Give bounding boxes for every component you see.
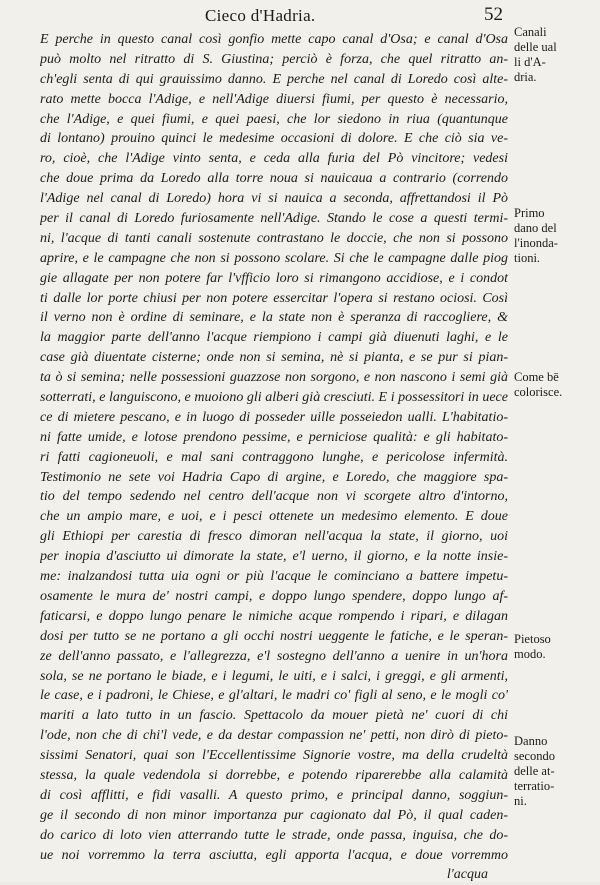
page-number: 52 — [484, 4, 503, 25]
text-line: ro, cioè, che l'Adige vinto senta, e ceda alla furia del Pò vincitore; vedesi — [40, 151, 508, 167]
text-line: osamente le mura de' nostri campi, e doppo lungo spendere, doppo lungo af- — [40, 588, 508, 604]
margin-note-line: secondo — [514, 749, 555, 763]
main-text-block — [40, 30, 508, 885]
margin-note-line: dano del — [514, 221, 557, 235]
margin-note-line: modo. — [514, 647, 546, 661]
text-line: ze dell'anno passato, e l'allegrezza, e'l sostegno dell'anno a uenire in un'hora — [40, 648, 508, 664]
text-line: l'Adige nel canal di Loredo) hora vi si nauica a seconda, affrettandosi il Pò — [40, 191, 508, 207]
text-line: per inopia d'asciutto ui dimorate la state, e'l uerno, il giorno, e la notte insie- — [40, 549, 508, 565]
running-head: Cieco d'Hadria. — [205, 6, 316, 25]
text-line: il verno non è ordine di seminare, e la state non è speranza di raccogliere, & — [40, 310, 508, 326]
text-line: ce di mietere pescano, e in luogo di posseder uille posseiedon ualli. L'habitatio- — [40, 409, 508, 425]
text-line: sotterrati, e languiscono, e muoiono gli alberi già cresciuti. E i possessitori in uece — [40, 390, 508, 406]
text-line: gli Ethiopi per carestia di fresco dimoran nell'acqua la state, il giorno, uoi — [40, 529, 508, 545]
text-line: sola, se ne portano le biade, e i legumi, le uiti, e i salci, i greggi, e gli armenti, — [40, 668, 508, 684]
text-line: stessa, la quale vedendola si dorrebbe, e potendo riparerebbe alla calamità — [40, 767, 508, 783]
text-line: l'acqua — [446, 867, 488, 883]
text-line: rato mette bocca l'Adige, e nell'Adige diuersi fiumi, per questo è necessario, — [40, 91, 508, 107]
margin-note-line: Come bē — [514, 370, 559, 384]
text-line: che un ampio mare, e uoi, e i pesci ottenete un medesimo elemento. E doue — [40, 509, 508, 525]
text-line: ri fatti cagioneuoli, e mal sani contraggono lunghe, e pericolose infermità. — [40, 449, 508, 465]
margin-note-line: tioni. — [514, 251, 541, 265]
margin-note-line: delle ual — [514, 40, 557, 54]
text-line: ni, l'acque di tanti canali sostenute contrastano le doccie, che non si possono — [40, 230, 508, 246]
text-line: dosi per tutto se ne portano a gli occhi nostri ueggente le fatiche, e le speran- — [40, 628, 508, 644]
text-line: gie allagate per non potere far l'vfficio loro si rimangono accidiose, e i condot — [40, 270, 508, 286]
margin-note-line: delle at- — [514, 764, 555, 778]
text-line: E perche in questo canal così gonfio mette capo canal d'Osa; e canal d'Osa — [40, 32, 508, 47]
text-line: può molto nel ritratto di S. Giustina; perciò è forza, che quel ritratto an- — [40, 51, 508, 67]
text-line: per il canal di Loredo furiosamente nell'Adige. Stando le cose a questi termi- — [40, 211, 508, 227]
margin-note-line: Danno — [514, 734, 548, 748]
margin-note-line: li d'A- — [514, 55, 546, 69]
text-line: faticarsi, e doppo lungo penare le nimiche acque rompendo i ripari, e dilagan — [40, 608, 508, 624]
margin-note-line: l'inonda- — [514, 236, 558, 250]
margin-note-line: ni. — [514, 794, 527, 808]
text-line: aprire, e le campagne che non si possono scolare. Si che le campagne dalle piog — [40, 250, 508, 266]
margin-note-primo-danno — [514, 206, 584, 266]
text-line: tio del tempo sedendo nel centro dell'acque non vi scorgete altro d'intorno, — [40, 489, 508, 505]
text-line: ue noi vorremmo la terra asciutta, egli apporta l'acqua, e doue vorremmo — [40, 847, 508, 863]
margin-note-line: Canali — [514, 25, 547, 39]
text-line: ta ò si semina; nelle possessioni guazzose non sorgono, e non nascono i semi già — [40, 370, 508, 386]
margin-note-come-colorisce — [514, 370, 584, 400]
text-line: di così afflitti, e fidi vasalli. A questo primo, e principal danno, soggiun- — [40, 787, 508, 803]
text-line: ge il secondo di non minor importanza pur cagionato dal Pò, il qual caden- — [40, 807, 508, 823]
text-line: ni fatte umide, e lotose prendono pessime, e perniciose qualità: e gli habitato- — [40, 429, 508, 445]
margin-note-line: Pietoso — [514, 632, 551, 646]
margin-note-danno-secondo — [514, 734, 584, 809]
text-line: do carico di loto vien atterrando tutte le strade, onde passa, inguisa, che do- — [40, 827, 508, 843]
margin-note-canali — [514, 25, 584, 85]
text-line: le case, e i padroni, le Chiese, e gl'altari, le madri co' figli al seno, e le mogli co' — [40, 688, 508, 704]
page-header — [0, 4, 600, 30]
text-line: Testimonio ne sete voi Hadria Capo di argine, e Loredo, che maggiore spa- — [40, 469, 508, 485]
text-line: sissimi Senatori, quai son l'Eccellentissime Signorie vostre, ma della crudeltà — [40, 748, 508, 764]
text-line: mariti a lato tutto in un fascio. Spettacolo da mouer pietà ne' cuori di chi — [40, 708, 508, 724]
text-line: che doue prima da Loredo alla torre noua si nauicaua a contrario (correndo — [40, 171, 508, 187]
text-line: che l'Adige, e quei fiumi, e quei paesi, che lor siedono in riua (quantunque — [40, 111, 508, 127]
text-line: me: inalzandosi tutta uia ogni or più l'acque le cominciano a battere impetu- — [40, 569, 508, 585]
text-line: ti dalle lor porte chiusi per non potere essercitar l'opera si restano ociosi. Così — [40, 290, 508, 306]
margin-note-line: dria. — [514, 70, 537, 84]
margin-note-line: colorisce. — [514, 385, 563, 399]
text-line: di lontano) prouino quinci le medesime occasioni di dolore. E che ciò sia ve- — [40, 131, 508, 147]
margin-note-line: terratio- — [514, 779, 555, 793]
text-line: ch'egli senta di qui grauissimo danno. E perche nel canal di Loredo così alte- — [40, 71, 508, 87]
text-line: la maggior parte dell'anno l'acque riempiono i campi già diuenuti laghi, e le — [40, 330, 508, 346]
margin-note-pietoso-modo — [514, 632, 584, 662]
margin-note-line: Primo — [514, 206, 545, 220]
text-line: l'ode, non che di chi'l vede, e da destar compassion ne' petti, non dirò di pieto- — [40, 728, 508, 744]
text-line: case già diuentate cisterne; onde non si semina, nè si pianta, e se pur si pian- — [40, 350, 508, 366]
